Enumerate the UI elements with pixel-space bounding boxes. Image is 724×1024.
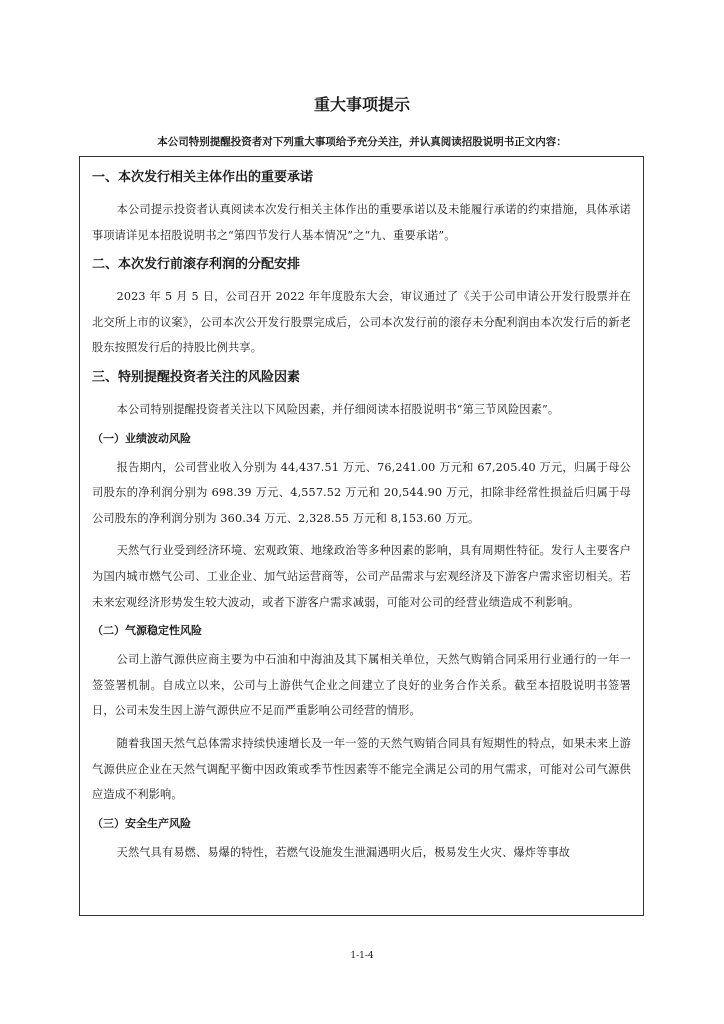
content-body xyxy=(80,157,643,865)
subsection-title-safety-risk: （三）安全生产风险 xyxy=(92,816,191,830)
subsection-title-gas-supply-risk: （二）气源稳定性风险 xyxy=(92,624,202,638)
section-title-profit-distribution: 二、本次发行前滚存利润的分配安排 xyxy=(92,257,301,273)
paragraph: 报告期内，公司营业收入分别为 44,437.51 万元、76,241.00 万元和 67,205.40 万元，归属于母公司股东的净利润分别为 698.39 万元、4,557.52 万元和 20,544.90 万元，扣除非经常性损益后归属于母公司股东的净利润分别为 360.34 万元、2,328.55 万元和 8,153.60 万元。 xyxy=(92,460,631,525)
paragraph: 随着我国天然气总体需求持续快速增长及一年一签的天然气购销合同具有短期性的特点，如果未来上游气源供应企业在天然气调配平衡中因政策或季节性因素等不能完全满足公司的用气需求，可能对公司气源供应造成不利影响。 xyxy=(92,736,631,802)
paragraph: 天然气具有易燃、易爆的特性，若燃气设施发生泄漏遇明火后，极易发生火灾、爆炸等事故 xyxy=(116,845,571,859)
paragraph: 本公司提示投资者认真阅读本次发行相关主体作出的重要承诺以及未能履行承诺的约束措施，具体承诺事项请详见本招股说明书之“第四节发行人基本情况”之“九、重要承诺”。 xyxy=(92,203,631,242)
page-subtitle: 本公司特别提醒投资者对下列重大事项给予充分关注，并认真阅读招股说明书正文内容： xyxy=(157,136,567,148)
paragraph: 2023 年 5 月 5 日，公司召开 2022 年年度股东大会，审议通过了《关于公司申请公开发行股票并在北交所上市的议案》，公司本次公开发行股票完成后，公司本次发行前的滚存未分配利润由本次发行后的新老股东按照发行后的持股比例共享。 xyxy=(92,290,631,355)
section-title-risk-factors: 三、特别提醒投资者关注的风险因素 xyxy=(92,369,301,385)
page-title: 重大事项提示 xyxy=(313,95,410,114)
content-frame xyxy=(79,156,644,916)
paragraph: 公司上游气源供应商主要为中石油和中海油及其下属相关单位，天然气购销合同采用行业通行的一年一签签署机制。自成立以来，公司与上游供气企业之间建立了良好的业务合作关系。截至本招股说明书签署日，公司未发生因上游气源供应不足而严重影响公司经营的情形。 xyxy=(92,653,631,718)
subsection-title-performance-risk: （一）业绩波动风险 xyxy=(92,431,191,445)
paragraph: 本公司特别提醒投资者关注以下风险因素，并仔细阅读本招股说明书“第三节风险因素”。 xyxy=(116,402,560,416)
paragraph: 天然气行业受到经济环境、宏观政策、地缘政治等多种因素的影响，具有周期性特征。发行人主要客户为国内城市燃气公司、工业企业、加气站运营商等，公司产品需求与宏观经济及下游客户需求密切相关。若未来宏观经济形势发生较大波动，或者下游客户需求减弱，可能对公司的经营业绩造成不利影响。 xyxy=(92,544,631,609)
page-number: 1-1-4 xyxy=(350,951,374,961)
section-title-commitments: 一、本次发行相关主体作出的重要承诺 xyxy=(92,170,314,185)
